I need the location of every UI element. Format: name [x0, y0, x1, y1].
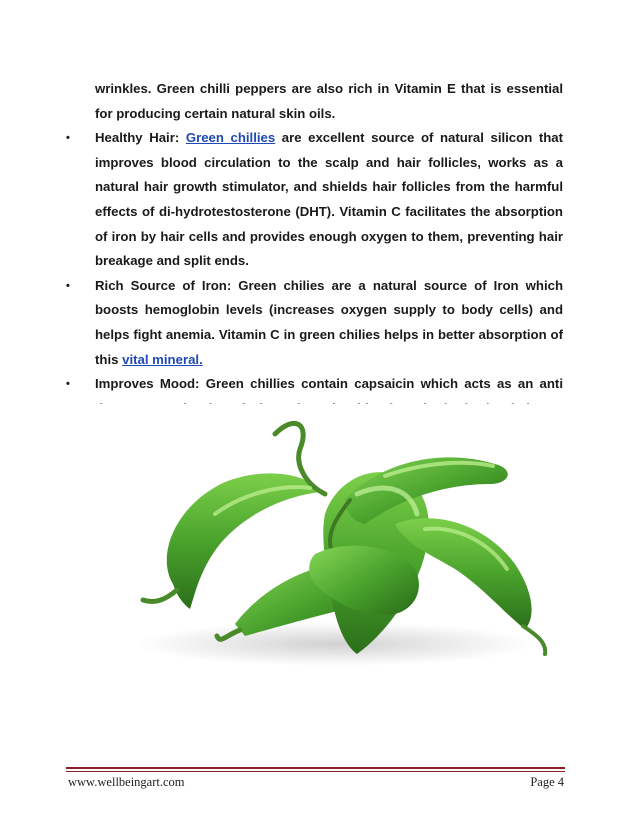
- bullet-body-text: are excellent source of natural silicon that improves blood circulation to the scalp and hair follicles, works as a natural hair growth stimulator, and shields hair follicles from the harmful effects of di-hydrotestosterone (DHT). Vitamin C facilitates the absorption of iron by hair cells and provides enough oxygen to them, preventing hair breakage and split ends.: [95, 130, 563, 269]
- green-chillies-link[interactable]: Green chillies: [185, 130, 276, 146]
- bullet-healthy-hair: [66, 126, 563, 274]
- footer-divider: [66, 771, 565, 772]
- footer-website: www.wellbeingart.com: [68, 775, 185, 789]
- intro-paragraph: wrinkles. Green chilli peppers are also rich in Vitamin E that is essential for producing certain natural skin oils.: [95, 81, 563, 121]
- vital-mineral-link[interactable]: vital mineral.: [122, 351, 203, 367]
- bullet-marker: •: [66, 132, 70, 145]
- footer-divider: [66, 767, 565, 769]
- bullet-marker: •: [66, 378, 70, 391]
- article-body: [66, 77, 563, 446]
- bullet-lead-text: Rich Source of Iron: Green chilies are a natural source of Iron which boosts hemoglobin levels (increases oxygen supply to body cells) and helps fight anemia. Vitamin C in green chilies helps in better absorption of this: [95, 277, 563, 367]
- bullet-marker: •: [66, 279, 70, 292]
- bullet-body-text: Improves Mood: Green chillies contain capsaicin which acts as an anti: [95, 376, 563, 392]
- bullet-rich-source-of-iron: [66, 274, 563, 372]
- bullet-lead-text: Healthy Hair:: [95, 130, 186, 146]
- photo-shadow: [135, 622, 535, 666]
- green-chillies-photo: [95, 404, 563, 700]
- footer-page-number: Page 4: [530, 775, 564, 789]
